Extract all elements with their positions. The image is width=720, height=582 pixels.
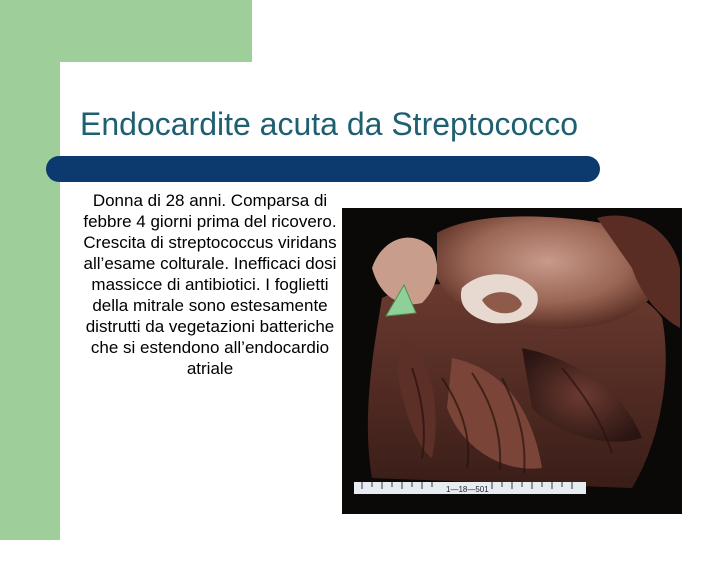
- case-description: Donna di 28 anni. Comparsa di febbre 4 giorni prima del ricovero. Crescita di streptococcus viridans all’esame colturale. Inefficaci dosi massicce di antibiotici. I foglietti della mitrale sono estesamente distrutti da vegetazioni batteriche che si estendono all’endocardio atriale: [83, 191, 337, 378]
- decorative-green-sidebar: [0, 0, 60, 540]
- specimen-photo: [342, 208, 682, 514]
- slide-title: Endocardite acuta da Streptococco: [80, 106, 579, 142]
- decorative-green-corner: [0, 0, 252, 62]
- heart-specimen-image: [342, 208, 682, 514]
- title-underline-bar: [46, 156, 600, 182]
- ruler-label: 1—18—501: [446, 485, 489, 494]
